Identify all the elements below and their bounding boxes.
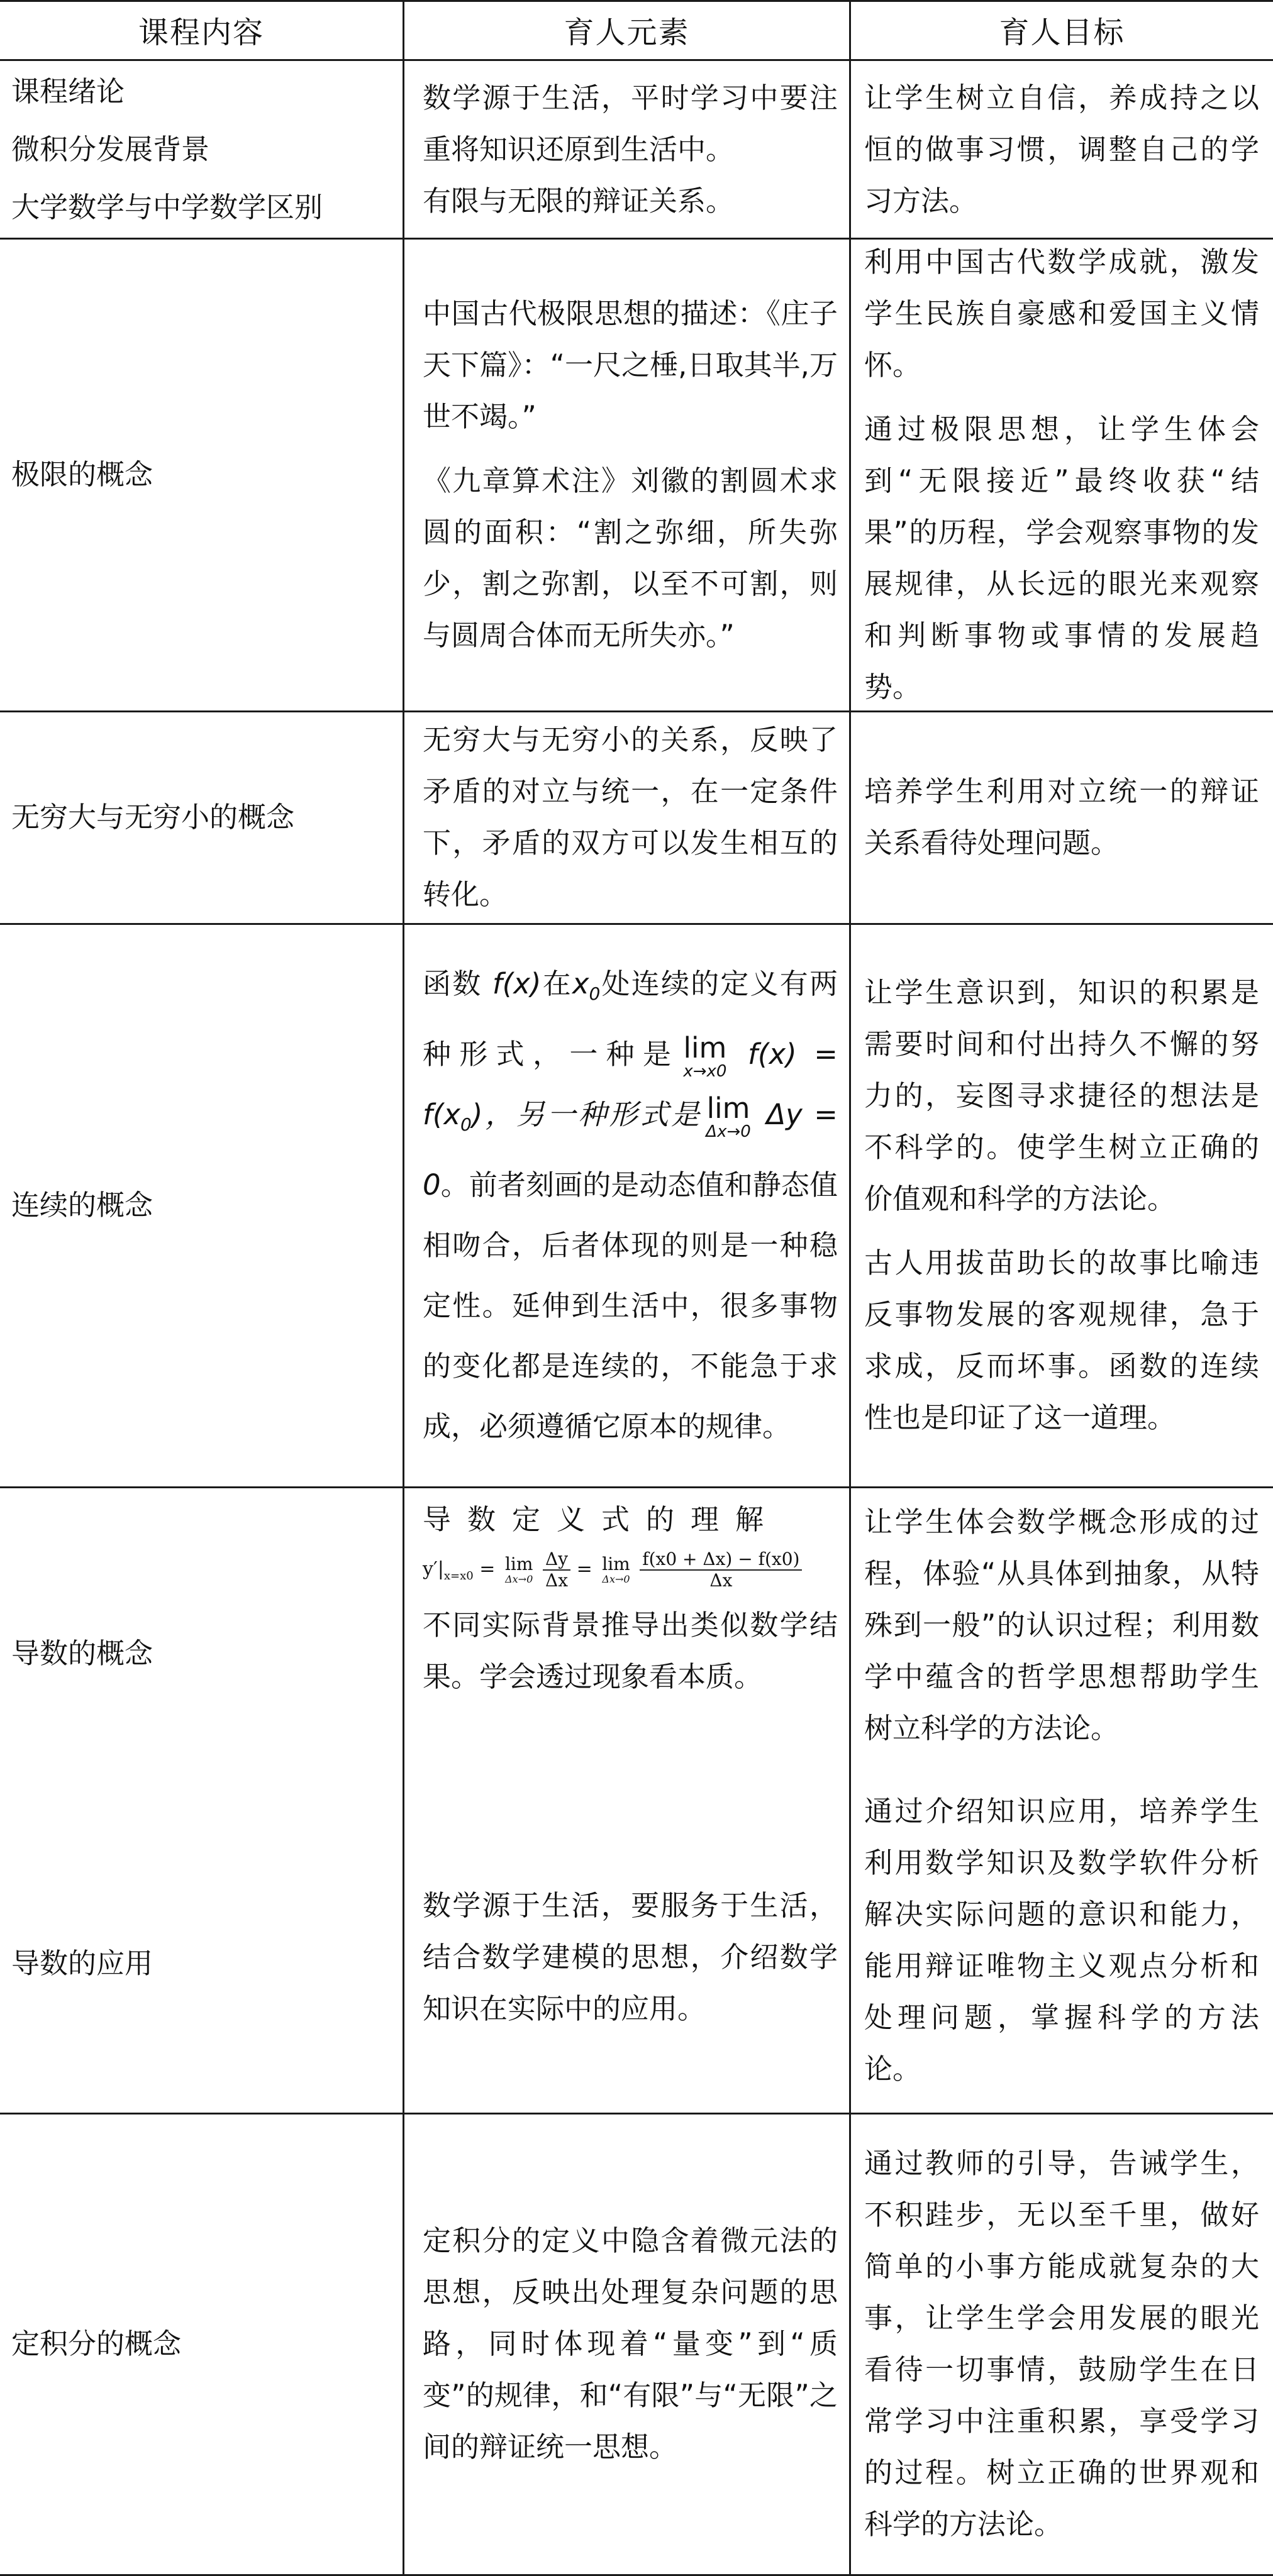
table-row-goals	[864, 241, 1259, 708]
formula-equals: =	[479, 1558, 496, 1581]
lim-word: lim	[706, 1091, 750, 1125]
fraction	[640, 1549, 802, 1591]
table-row-goals	[864, 2116, 1259, 2572]
table-row-content	[11, 2116, 395, 2572]
course-topic: 无穷大与无穷小的概念	[11, 800, 295, 834]
math-subscript: 0	[589, 983, 601, 1004]
table-row-elements	[423, 241, 838, 708]
element-text: 不同实际背景推导出类似数学结果。学会透过现象看本质。	[423, 1608, 838, 1694]
goal-text: 让学生树立自信，养成持之以恒的做事习惯，调整自己的学习方法。	[864, 80, 1259, 218]
text-span: 函数	[423, 967, 492, 1000]
limit-expression	[706, 1091, 751, 1141]
derivative-formula	[423, 1549, 838, 1591]
table-row-content	[11, 1490, 395, 1817]
lim-word: lim	[602, 1554, 630, 1575]
formula-subscript: x=x0	[443, 1569, 474, 1583]
course-topic: 课程绪论	[11, 74, 125, 108]
course-topic: 导数的应用	[11, 1947, 153, 1980]
table-row-elements	[423, 2116, 838, 2572]
goal-text: 利用中国古代数学成就，激发学生民族自豪感和爱国主义情怀。	[864, 245, 1259, 382]
limit-expression	[683, 1031, 727, 1081]
element-text: 数学源于生活，要服务于生活，结合数学建模的思想，介绍数学知识在实际中的应用。	[423, 1889, 838, 2025]
lim-subscript: Δx→0	[505, 1573, 533, 1586]
table-row-content	[11, 241, 395, 708]
goal-text: 通过极限思想，让学生体会到“无限接近”最终收获“结果”的历程，学会观察事物的发展规律，从长远的眼光来观察和判断事物或事情的发展趋势。	[864, 412, 1259, 704]
math-delta-y: Δy = 0	[423, 1098, 838, 1202]
formula-equals: =	[576, 1558, 592, 1581]
math-fx: f(x)	[492, 967, 542, 1000]
fraction-denominator: Δx	[709, 1570, 733, 1591]
element-text: 《九章算术注》刘徽的割圆术求圆的面积：“割之弥细，所失弥少，割之弥割，以至不可割，则与圆周合体而无所失亦。”	[423, 464, 838, 652]
course-topic: 微积分发展背景	[11, 132, 210, 166]
fraction-numerator: Δy	[543, 1549, 570, 1571]
table-row-goals	[864, 63, 1259, 236]
table-row-elements	[423, 63, 838, 236]
limit-expression	[505, 1556, 533, 1584]
math-x: x	[572, 967, 589, 1000]
lim-subscript: Δx→0	[706, 1122, 751, 1141]
continuity-definition	[423, 954, 838, 1457]
table-row-goals	[864, 1496, 1259, 1786]
element-text: 有限与无限的辩证关系。	[423, 184, 735, 218]
row-divider	[0, 1486, 1273, 1488]
goal-text: 培养学生利用对立统一的辩证关系看待处理问题。	[864, 775, 1259, 860]
table-row-content	[11, 63, 395, 236]
goal-text: 让学生体会数学概念形成的过程，体验“从具体到抽象，从特殊到一般”的认识过程；利用数学中蕴含的哲学思想帮助学生树立科学的方法论。	[864, 1505, 1259, 1745]
element-text: 定积分的定义中隐含着微元法的思想，反映出处理复杂问题的思路，同时体现着“量变”到“质变”的规律，和“有限”与“无限”之间的辩证统一思想。	[423, 2224, 838, 2463]
column-divider	[403, 0, 404, 2576]
text-span: 在	[541, 967, 572, 1000]
lim-word: lim	[683, 1031, 727, 1064]
lim-word: lim	[504, 1554, 533, 1575]
element-text: 数学源于生活，平时学习中要注重将知识还原到生活中。	[423, 80, 838, 166]
fraction-numerator: f(x0 + Δx) − f(x0)	[640, 1549, 802, 1571]
column-divider	[849, 0, 851, 2576]
lim-subscript: Δx→0	[602, 1573, 630, 1586]
row-divider	[0, 2113, 1273, 2114]
table-row-goals	[864, 714, 1259, 920]
table-row-content	[11, 714, 395, 920]
course-topic: 定积分的概念	[11, 2327, 182, 2360]
course-topic: 极限的概念	[11, 458, 153, 491]
header-education-goals: 育人目标	[999, 14, 1125, 50]
table-row-elements	[423, 1494, 838, 1796]
goal-text: 通过教师的引导，告诫学生，不积跬步，无以至千里，做好简单的小事方能成就复杂的大事，让学生学会用发展的眼光看待一切事情，鼓励学生在日常学习中注重积累，享受学习的过程。树立正确的世界观和科学的方法论。	[864, 2147, 1259, 2541]
table-row-goals	[864, 1786, 1259, 2110]
text-span: 处连续的定义有两种形式，一种是	[423, 967, 838, 1071]
table-row-elements	[423, 927, 838, 1484]
derivative-intro: 导数定义式的理解	[423, 1503, 781, 1536]
table-row-content	[11, 1817, 395, 2110]
header-education-elements: 育人元素	[564, 14, 690, 50]
text-span: )，另一种形式是	[471, 1098, 703, 1131]
table-row-goals	[864, 927, 1259, 1484]
goal-text: 古人用拔苗助长的故事比喻违反事物发展的客观规律，急于求成，反而坏事。函数的连续性也是印证了这一道理。	[864, 1246, 1259, 1434]
goal-text: 通过介绍知识应用，培养学生利用数学知识及数学软件分析解决实际问题的意识和能力，能用辩证唯物主义观点分析和处理问题，掌握科学的方法论。	[864, 1794, 1259, 2086]
course-topic: 连续的概念	[11, 1188, 153, 1222]
lim-subscript: x→x0	[683, 1061, 727, 1081]
header-course-content: 课程内容	[138, 14, 264, 50]
course-topic: 导数的概念	[11, 1637, 153, 1670]
math-fx-eq: f(x) = f(x	[423, 1037, 838, 1131]
text-span: 。前者刻画的是动态值和静态值相吻合，后者体现的则是一种稳定性。延伸到生活中，很多事物的变化都是连续的，不能急于求成，必须遵循它原本的规律。	[423, 1168, 838, 1443]
goal-text: 让学生意识到，知识的积累是需要时间和付出持久不懈的努力的，妄图寻求捷径的想法是不科学的。使学生树立正确的价值观和科学的方法论。	[864, 976, 1259, 1215]
fraction	[543, 1549, 570, 1591]
element-text: 中国古代极限思想的描述：《庄子 天下篇》：“一尺之棰,日取其半,万世不竭。”	[423, 297, 838, 433]
fraction-denominator: Δx	[545, 1570, 568, 1591]
course-topic: 大学数学与中学数学区别	[11, 190, 323, 224]
limit-expression	[602, 1556, 630, 1584]
row-divider	[0, 923, 1273, 925]
table-row-elements	[423, 1805, 838, 2110]
formula-lhs: y′|	[423, 1558, 444, 1581]
math-subscript: 0	[460, 1114, 472, 1135]
table-row-content	[11, 927, 395, 1484]
header-divider	[0, 59, 1273, 61]
element-text: 无穷大与无穷小的关系，反映了矛盾的对立与统一，在一定条件下，矛盾的双方可以发生相互的转化。	[423, 723, 838, 911]
table-row-elements	[423, 714, 838, 920]
